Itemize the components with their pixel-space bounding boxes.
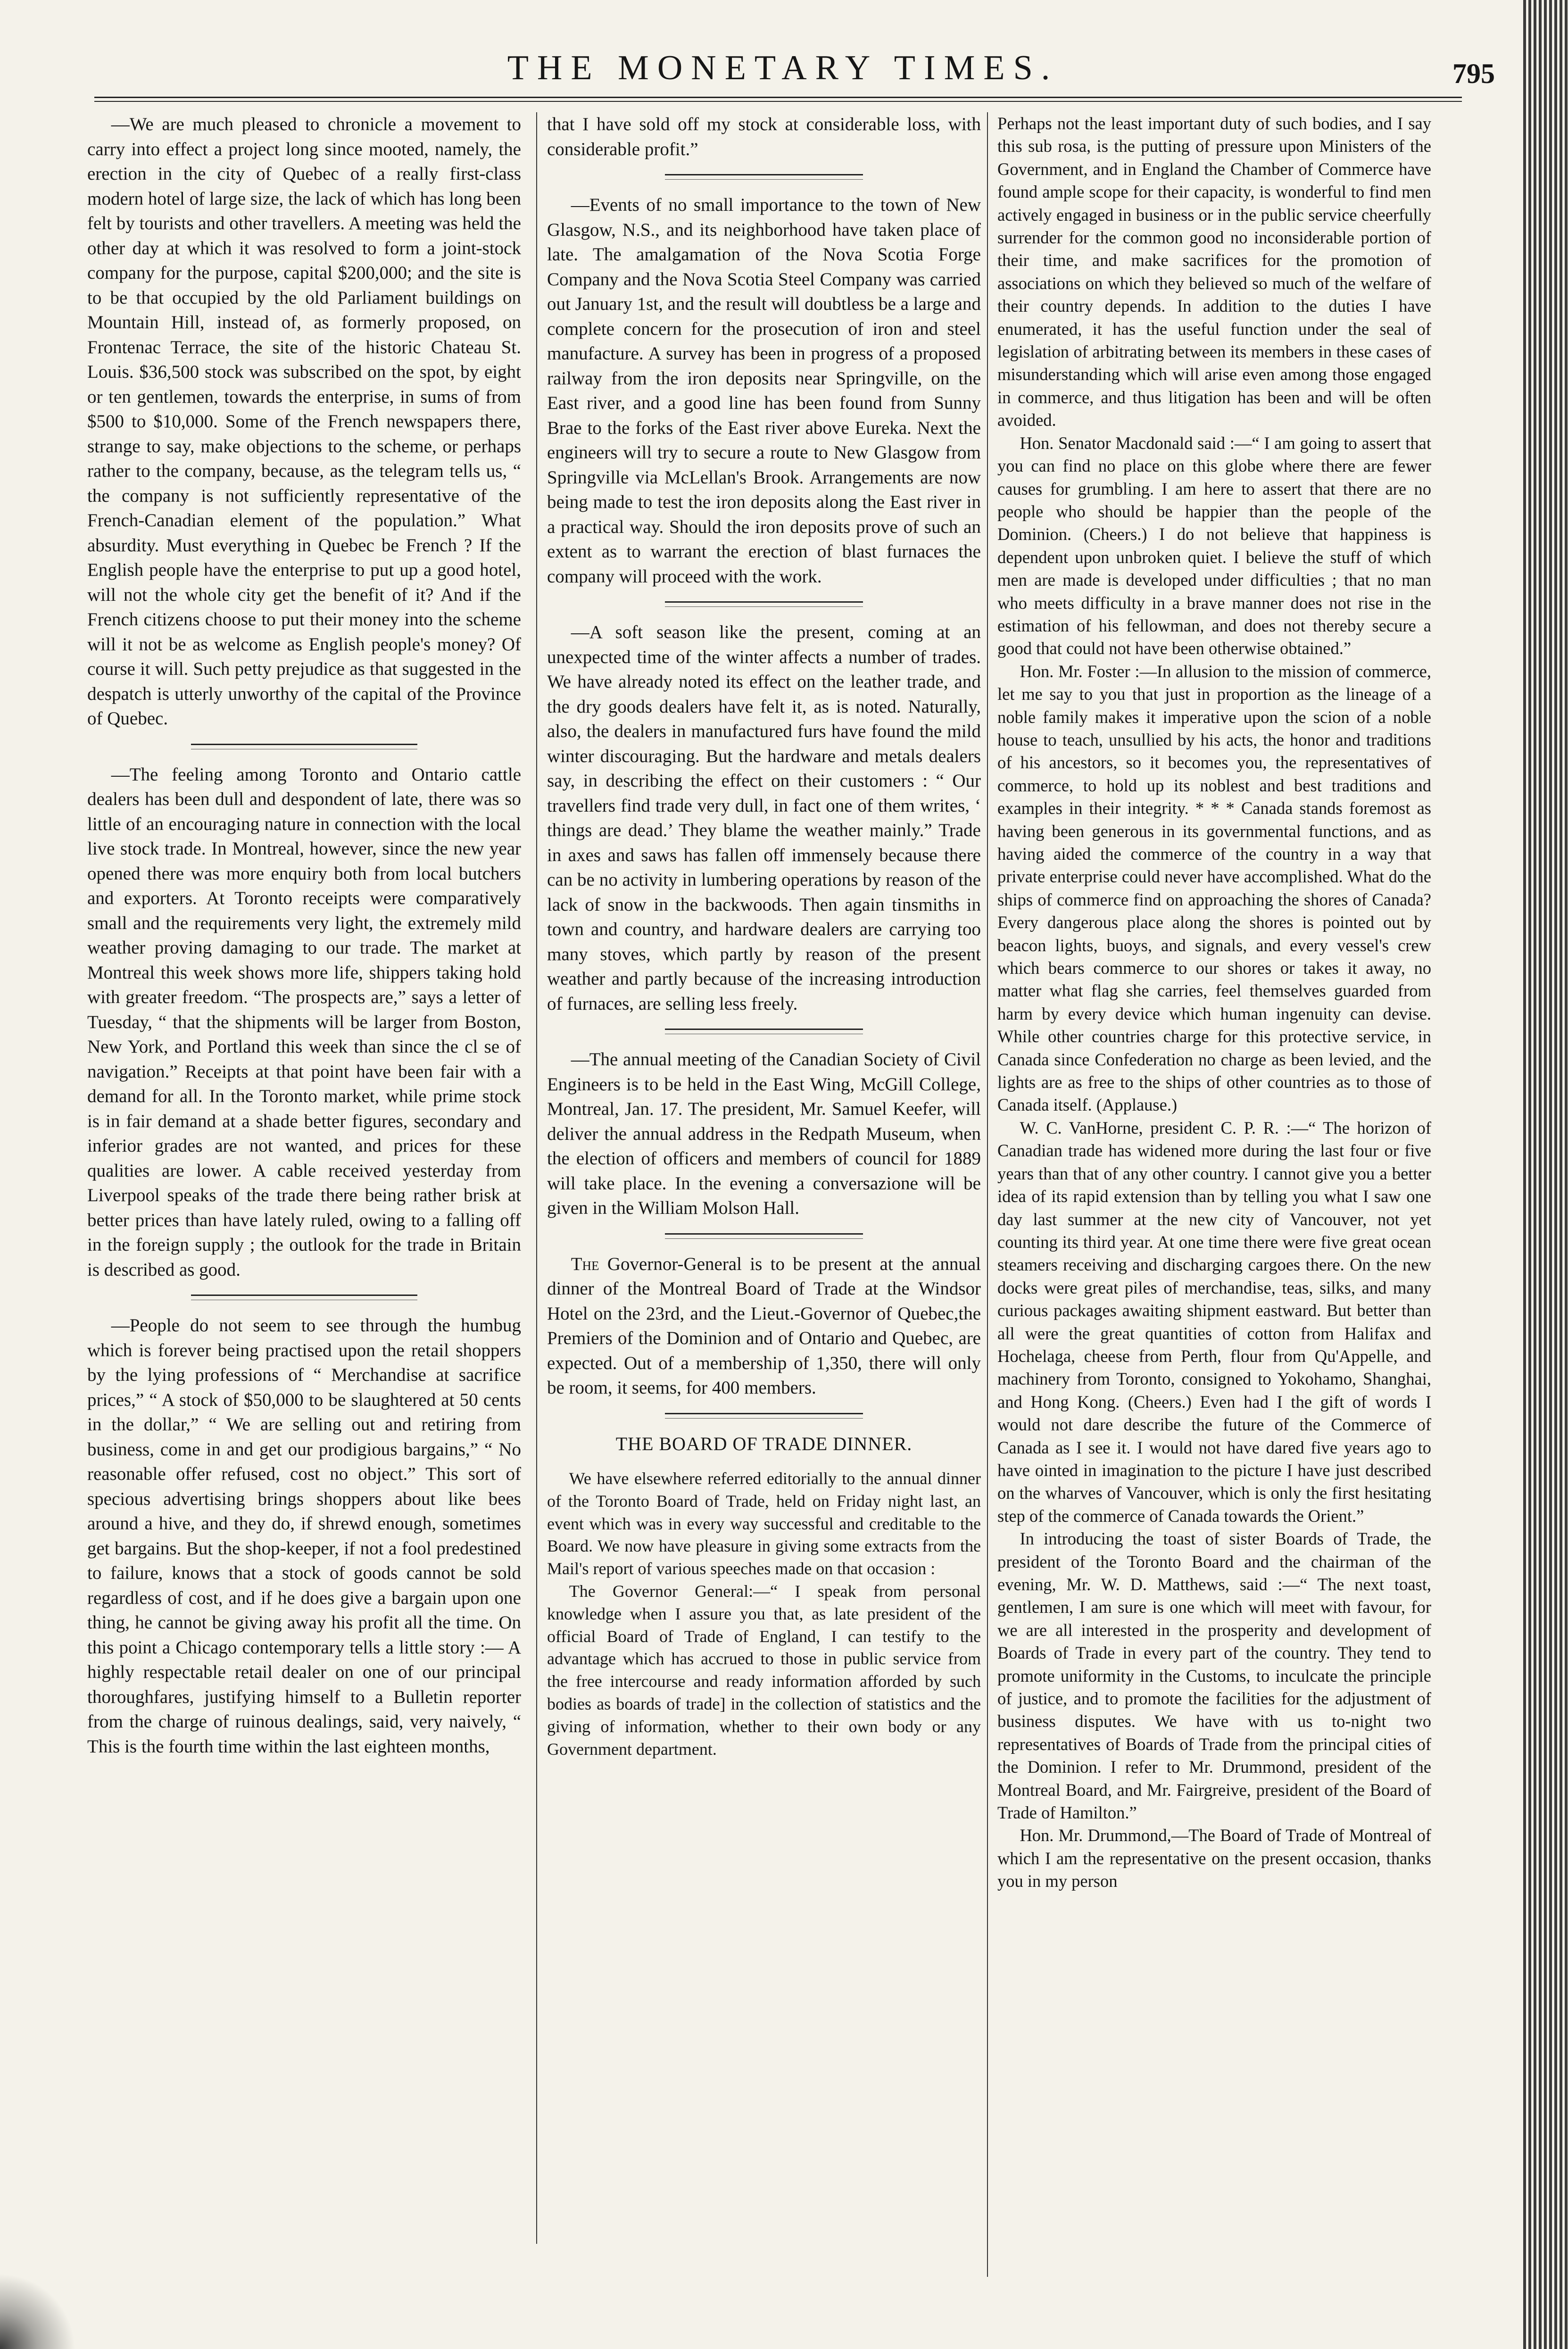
masthead xyxy=(71,48,1495,91)
speech-continuation: Perhaps not the least important duty of such bodies, and I say this sub rosa, is the putting of pressure upon Ministers of the Government, and in England the Chamber of Commerce have found ample scope for their capacity, is wonderful to find men actively engaged in business or in the public service cheerfully surrender for the common good no inconsiderable portion of their time, and make sacrifices for the promotion of associations on which they believed so much of the welfare of their country depends. In addition to the duties I have enumerated, it has the useful function under the seal of legislation of arbitrating between its members in these cases of misunderstanding which will arise even among those engaged in commerce, and thus litigation has been and will be often avoided. xyxy=(997,114,1431,430)
article-governor-general-dinner xyxy=(547,1252,981,1401)
column-2 xyxy=(547,112,981,2277)
binding-edge xyxy=(1523,0,1568,2349)
lead-word: The xyxy=(571,1253,599,1274)
header-rule-thin xyxy=(94,101,1462,102)
matthews-toast: In introducing the toast of sister Boards of Trade, the president of the Toronto Board and the chairman of the evening, Mr. W. D. Matthews, said :—“ The next toast, gentlemen, I am sure is one which will meet with favour, for we are all interested in the prosperity and development of Boards of Trade in every part of the country. They tend to promote uniformity in the Customs, to inculcate the principle of justice, and to promote the facilities for the adjustment of business disputes. We have with us to-night two representatives of Boards of Trade from the principal cities of the Dominion. I refer to Mr. Drummond, president of the Montreal Board, and Mr. Fairgreive, president of the Board of Trade of Hamilton.” xyxy=(997,1529,1431,1823)
article-sacrifice-sales: —People do not seem to see through the humbug which is forever being practised upon the retail shoppers by the lying professions of “ Merchandise at sacrifice prices,” “ A stock of $50,000 to be slaughtered at 50 cents in the dollar,” “ We are selling out and retiring from business, come in and get our prodigious bargains,” “ No reasonable offer refused, cost no object.” This sort of specious advertising brings shoppers about like bees around a hive, and they do, if shrewd enough, sometimes get bargains. But the shop-keeper, if not a fool predestined to failure, knows that a stock of goods cannot be sold regardless of cost, and if he does give a bargain upon one thing, he cannot be giving away his profit all the time. On this point a Chicago contemporary tells a little story :— A highly respectable retail dealer on one of our principal thoroughfares, justifying himself to a Bulletin reporter from the charge of ruinous dealings, said, very naively, “ This is the fourth time within the last eighteen months, xyxy=(87,1315,521,1757)
article-continuation: that I have sold off my stock at considerable loss, with considerable profit.” xyxy=(547,114,981,159)
article-new-glasgow: —Events of no small importance to the town of New Glasgow, N.S., and its neighborhood have taken place of late. The amalgamation of the Nova Scotia Forge Company and the Nova Scotia Steel Company was carried out January 1st, and the result will doubtless be a large and complete concern for the prosecution of iron and steel manufacture. A survey has been in progress of a proposed railway from the iron deposits near Springville, on the East river, and a good line has been found from Sunny Brae to the forks of the East river above Eureka. Next the engineers will try to secure a route to New Glasgow from Springville via McLellan's Brook. Arrangements are now being made to test the iron deposits along the East river in a practical way. Should the iron deposits prove of such an extent as to warrant the erection of blast furnaces the company will proceed with the work. xyxy=(547,195,981,587)
article-soft-season: —A soft season like the present, coming at an unexpected time of the winter affects a number of trades. We have already noted its effect on the leather trade, and the dry goods dealers have felt it, as is noted. Naturally, also, the dealers in manufactured furs have found the mild winter discouraging. But the hardware and metals dealers say, in describing the effect on their customers : “ Our travellers find trade very dull, in fact one of them writes, ‘ things are dead.’ They blame the weather mainly.” Trade in axes and saws has fallen off immensely because there can be no activity in lumbering operations by reason of the lack of snow in the backwoods. Then again tinsmiths in town and country, and hardware dealers are carrying too many stoves, which partly by reason of the present weather and partly because of the increasing introduction of furnaces, are selling less freely. xyxy=(547,622,981,1014)
article-quebec-hotel: —We are much pleased to chronicle a movement to carry into effect a project long since mooted, namely, the erection in the city of Quebec of a really first-class modern hotel of large size, the lack of which has long been felt by tourists and other travellers. A meeting was held the other day at which it was resolved to form a joint-stock company for the purpose, capital $200,000; and the site is to be that occupied by the old Parliament buildings on Mountain Hill, instead of, as formerly proposed, on Frontenac Terrace, the site of the historic Chateau St. Louis. $36,500 stock was subscribed on the spot, by eight or ten gentlemen, towards the enterprise, in sums of from $500 to $10,000. Some of the French newspapers there, strange to say, make objections to the scheme, or perhaps rather to the company, because, as the telegram tells us, “ the company is not sufficiently representative of the French-Canadian element of the population.” What absurdity. Must everything in Quebec be French ? If the English people have the enterprise to put up a good hotel, will not the whole city get the benefit of it? And if the French citizens choose to put their money into the scheme will it not be as welcome as English people's money? Of course it will. Such petty prejudice as that suggested in the despatch is utterly unworthy of the capital of the Province of Quebec. xyxy=(87,114,521,729)
column-1 xyxy=(87,112,521,2277)
column-divider xyxy=(536,112,537,2244)
article-cattle-trade: —The feeling among Toronto and Ontario cattle dealers has been dull and despondent of late, there was so little of an encouraging nature in connection with the local live stock trade. In Montreal, however, since the new year opened there was more enquiry both from local butchers and exporters. At Toronto receipts were comparatively small and the requirements very light, the extremely mild weather proving damaging to our trade. The market at Montreal this week shows more life, shippers taking hold with greater freedom. “The prospects are,” says a letter of Tuesday, “ that the shipments will be larger from Boston, New York, and Portland this week than since the cl se of navigation.” Receipts at that point have been fair with a demand for all. In the Toronto market, while prime stock is in fair demand at a shade better figures, secondary and inferior grades are not wanted, and prices for these qualities are lower. A cable received yesterday from Liverpool speaks of the trade there being rather brisk at better prices than have lately ruled, owing to a falling off in the foreign supply ; the outlook for the trade in Britain is described as good. xyxy=(87,764,521,1280)
board-of-trade-headline: THE BOARD OF TRADE DINNER. xyxy=(615,1433,913,1454)
board-of-trade-intro: We have elsewhere referred editorially to the annual dinner of the Toronto Board of Trade, held on Friday night last, an event which was in every way successful and creditable to the Board. We now have pleasure in giving some extracts from the Mail's report of various speeches made on that occasion : xyxy=(547,1469,981,1578)
corner-smudge xyxy=(0,2274,75,2349)
drummond-speech: Hon. Mr. Drummond,—The Board of Trade of Montreal of which I am the representative on the present occasion, thanks you in my person xyxy=(997,1826,1431,1891)
governor-general-speech: The Governor General:—“ I speak from personal knowledge when I assure you that, as late president of the official Board of Trade of England, I can testify to the advantage which has accrued to those in public service from the free intercourse and ready information afforded by such bodies as boards of trade] in the collection of statistics and the giving of information, whether to their own body or any Government department. xyxy=(547,1581,981,1759)
header-rule xyxy=(94,97,1462,98)
article-separator xyxy=(665,174,863,180)
article-civil-engineers: —The annual meeting of the Canadian Society of Civil Engineers is to be held in the East Wing, McGill College, Montreal, Jan. 17. The president, Mr. Samuel Keefer, will deliver the annual address in the Redpath Museum, when the election of officers and members of council for 1889 will take place. In the evening a conversazione will be given in the William Molson Hall. xyxy=(547,1049,981,1218)
foster-speech: Hon. Mr. Foster :—In allusion to the mission of commerce, let me say to you that just in proportion as the lineage of a noble family makes it imperative upon the scion of a noble house to teach, unsullied by his acts, the honor and traditions of his ancestors, so it becomes you, the representatives of commerce, to hold up its noblest and best traditions and examples in their integrity. * * * Canada stands foremost as having been generous in its governmental functions, and as having aided the commerce of the country in a way that private enterprise could never have accomplished. What do the ships of commerce find on approaching the shores of Canada? Every dangerous place along the shores is pointed out by beacon lights, buoys, and signals, and every vessel's crew which bears commerce to our shores or takes it away, no matter what flag she carries, feel themselves guarded from harm by every device which human ingenuity can devise. While other countries charge for this protective service, in Canada since Confederation no charge as been levied, and the lights are as free to the ships of other countries as to those of Canada itself. (Applause.) xyxy=(997,661,1431,1115)
vanhorne-speech: W. C. VanHorne, president C. P. R. :—“ The horizon of Canadian trade has widened more during the last four or five years than that of any other country. I cannot give you a better idea of its rapid extension than by telling you what I saw one day last summer at the new city of Vancouver, not yet counting its third year. At one time there were five great ocean steamers receiving and discharging cargoes there. On the new docks were great piles of merchandise, teas, silks, and many curious packages awaiting shipment eastward. But better than all were the great quantities of cotton from Halifax and Hochelaga, cheese from Perth, flour from Qu'Appelle, and machinery from Toronto, consigned to Yokohamo, Shanghai, and Hong Kong. (Cheers.) Even had I the gift of words I would not dare describe the future of the Commerce of Canada as I see it. I would not have dared five years ago to have ointed in imagination to the picture I have just described on the wharves of Vancouver, which is only the first hesitating step of the commerce of Canada towards the Orient.” xyxy=(997,1118,1431,1526)
paragraph-text: Governor-General is to be present at the annual dinner of the Montreal Board of Trade at the Windsor Hotel on the 23rd, and the Lieut.-Governor of Quebec,the Premiers of the Dominion and of Ontario and Quebec, are expected. Out of a membership of 1,350, there will only be room, it seems, for 400 members. xyxy=(547,1253,981,1398)
article-separator xyxy=(191,744,417,749)
article-separator xyxy=(665,1233,863,1239)
article-separator xyxy=(665,601,863,607)
column-divider xyxy=(987,112,988,2277)
column-3 xyxy=(997,112,1431,2277)
article-separator xyxy=(665,1029,863,1034)
article-separator xyxy=(665,1413,863,1419)
page-number: 795 xyxy=(1452,58,1495,89)
senator-macdonald-speech: Hon. Senator Macdonald said :—“ I am going to assert that you can find no place on this globe where there are fewer causes for grumbling. I am here to assert that there are no people who should be happier than the people of the Dominion. (Cheers.) I do not believe that happiness is dependent upon unbroken quiet. I believe the stuff of which men are made is developed under difficulties ; that no man who meets difficulty in a brave manner does not rise in the estimation of his fellowman, and does not thereby secure a good that could not have been otherwise obtained.” xyxy=(997,433,1431,658)
publication-title: THE MONETARY TIMES. xyxy=(507,49,1059,87)
article-separator xyxy=(191,1295,417,1300)
